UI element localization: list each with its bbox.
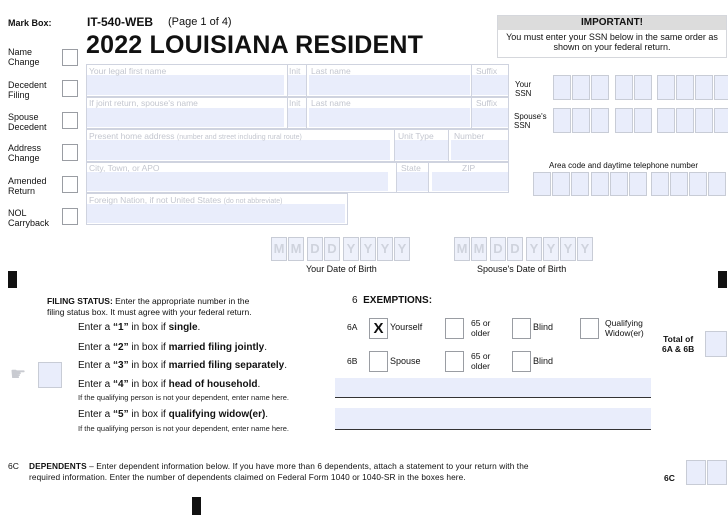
city-placeholder: City, Town, or APO (89, 163, 160, 173)
state-input[interactable] (397, 172, 428, 191)
filing-option-2: Enter a “2” in box if married filing jointly. (78, 342, 267, 353)
spouse-suffix-placeholder: Suffix (476, 98, 498, 108)
suffix-input[interactable] (472, 75, 508, 95)
qualifying-widow-label: Qualifying Widow(er) (605, 318, 644, 338)
spouse-init-placeholder: Init (289, 98, 301, 108)
yourself-checkbox[interactable]: X (369, 318, 388, 339)
registration-marker-right (718, 271, 727, 288)
spouse-decedent-checkbox[interactable] (62, 112, 78, 129)
line-6c-label: 6C (8, 461, 19, 471)
mark-label-address-change: Address Change (8, 143, 42, 163)
first-name-input[interactable] (87, 75, 284, 95)
dependents-instructions: DEPENDENTS – Enter dependent information below. If you have more than 6 dependents, attach a statement to your return with the required information. Enter the number of dependents claimed on Federal Form 1040 or 1040-SR in the boxes here. (29, 461, 529, 482)
spouse-ssn-label: Spouse's SSN (514, 112, 547, 130)
page-title: 2022 LOUISIANA RESIDENT (86, 31, 424, 59)
phone-label: Area code and daytime telephone number (549, 161, 698, 170)
mark-label-decedent-filing: Decedent Filing (8, 80, 47, 100)
form-id: IT-540-WEB (87, 15, 154, 29)
spouse-blind-label: Blind (533, 356, 554, 366)
line-6a-label: 6A (347, 322, 358, 332)
spouse-blind-checkbox[interactable] (512, 351, 531, 372)
exemptions-heading: 6 EXEMPTIONS: (352, 295, 433, 306)
middle-initial-input[interactable] (288, 75, 306, 95)
page-info: (Page 1 of 4) (168, 16, 232, 28)
first-name-placeholder: Your legal first name (89, 66, 167, 76)
mark-label-spouse-decedent: Spouse Decedent (8, 112, 47, 132)
nol-carryback-checkbox[interactable] (62, 208, 78, 225)
zip-placeholder: ZIP (462, 163, 476, 173)
important-title: IMPORTANT! (498, 16, 726, 30)
spouse-ssn-input[interactable] (553, 108, 728, 133)
filing-option-5-note: If the qualifying person is not your dependent, enter name here. (78, 424, 289, 433)
your-dob-input[interactable]: M M D D Y Y Y Y (271, 237, 423, 261)
unit-number-input[interactable] (451, 140, 508, 160)
registration-marker-bottom (192, 497, 201, 515)
amended-return-checkbox[interactable] (62, 176, 78, 193)
filing-option-3: Enter a “3” in box if married filing separately. (78, 360, 288, 371)
spouse-last-name-placeholder: Last name (311, 98, 351, 108)
foreign-nation-placeholder: Foreign Nation, if not United States (do not abbreviate) (89, 195, 283, 205)
address-placeholder: Present home address (number and street including rural route) (89, 131, 302, 141)
last-name-placeholder: Last name (311, 66, 351, 76)
unit-number-placeholder: Number (454, 131, 485, 141)
unit-type-placeholder: Unit Type (398, 131, 434, 141)
mark-label-nol-carryback: NOL Carryback (8, 208, 50, 228)
spouse-label: Spouse (390, 356, 421, 366)
yourself-label: Yourself (390, 322, 423, 332)
dependents-count-input[interactable] (686, 460, 728, 485)
yourself-65-checkbox[interactable] (445, 318, 464, 339)
registration-marker-left (8, 271, 17, 288)
your-dob-label: Your Date of Birth (306, 264, 377, 274)
last-name-input[interactable] (309, 75, 470, 95)
filing-option-5: Enter a “5” in box if qualifying widow(er). (78, 409, 269, 420)
hoh-qualifying-name-input[interactable] (335, 378, 651, 398)
pointer-hand-icon: ☛ (10, 364, 27, 384)
your-ssn-label: Your SSN (515, 80, 532, 98)
total-exemptions-input[interactable] (705, 331, 727, 357)
spouse-first-name-input[interactable] (87, 108, 284, 127)
zip-input[interactable] (432, 172, 508, 191)
mark-label-name-change: Name Change (8, 47, 40, 67)
yourself-65-label: 65 or older (471, 318, 491, 338)
name-change-checkbox[interactable] (62, 49, 78, 66)
city-input[interactable] (87, 172, 388, 191)
spouse-name-placeholder: If joint return, spouse's name (89, 98, 198, 108)
spouse-dob-input[interactable]: M M D D Y Y Y Y (454, 237, 606, 261)
important-box (497, 15, 727, 58)
state-placeholder: State (401, 163, 421, 173)
spouse-65-checkbox[interactable] (445, 351, 464, 372)
filing-option-1: Enter a “1” in box if single. (78, 322, 201, 333)
filing-status-intro: FILING STATUS: Enter the appropriate number in the filing status box. It must agree with your federal return. (47, 296, 252, 317)
spouse-checkbox[interactable] (369, 351, 388, 372)
spouse-initial-input[interactable] (288, 108, 306, 127)
phone-input[interactable] (533, 172, 728, 196)
widow-qualifying-name-input[interactable] (335, 408, 651, 430)
line-6b-label: 6B (347, 356, 358, 366)
decedent-filing-checkbox[interactable] (62, 80, 78, 97)
important-text: You must enter your SSN below in the same order as shown on your federal return. (506, 32, 718, 52)
filing-status-input[interactable] (38, 362, 62, 388)
home-address-input[interactable] (87, 140, 390, 160)
yourself-blind-checkbox[interactable] (512, 318, 531, 339)
filing-option-4-note: If the qualifying person is not your dependent, enter name here. (78, 393, 289, 402)
line-6c-right-label: 6C (664, 473, 675, 483)
mark-label-amended-return: Amended Return (8, 176, 47, 196)
address-change-checkbox[interactable] (62, 144, 78, 161)
spouse-suffix-input[interactable] (472, 108, 508, 127)
foreign-nation-input[interactable] (87, 204, 345, 223)
total-exemptions-label: Total of 6A & 6B (662, 334, 695, 354)
unit-type-input[interactable] (395, 140, 448, 160)
yourself-blind-label: Blind (533, 322, 554, 332)
mark-box-heading: Mark Box: (8, 18, 52, 28)
spouse-dob-label: Spouse's Date of Birth (477, 264, 567, 274)
your-ssn-input[interactable] (553, 75, 728, 100)
spouse-65-label: 65 or older (471, 351, 491, 371)
filing-option-4: Enter a “4” in box if head of household. (78, 379, 261, 390)
spouse-last-name-input[interactable] (309, 108, 470, 127)
init-placeholder: Init (289, 66, 301, 76)
qualifying-widow-checkbox[interactable] (580, 318, 599, 339)
suffix-placeholder: Suffix (476, 66, 498, 76)
